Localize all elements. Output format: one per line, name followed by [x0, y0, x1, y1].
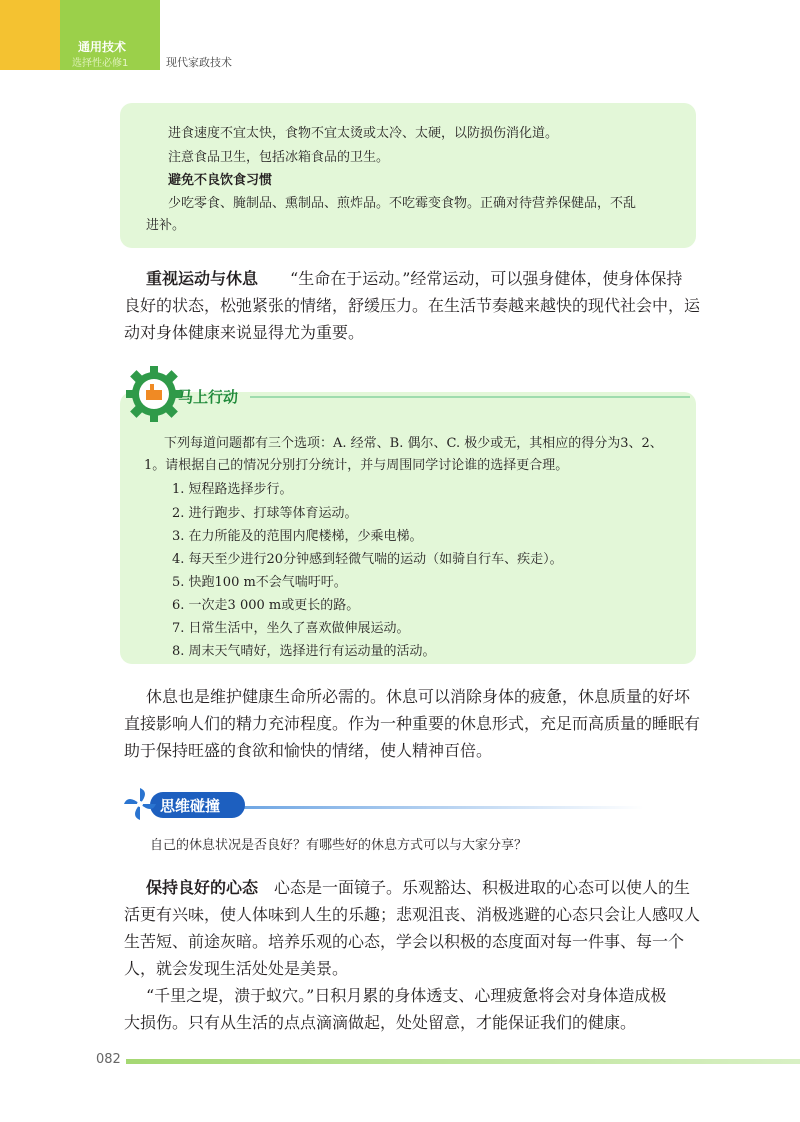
action-box	[120, 392, 696, 664]
exercise-text: “生命在于运动。”经常运动，可以强身健体，使身体保持	[290, 269, 683, 288]
diet-tip-line: 少吃零食、腌制品、熏制品、煎炸品。不吃霉变食物。正确对待营养保健品，不乱	[168, 196, 637, 211]
think-question: 自己的休息状况是否良好？有哪些好的休息方式可以与大家分享？	[150, 838, 528, 853]
exercise-text: 动对身体健康来说显得尤为重要。	[124, 323, 365, 342]
page-number: 082	[96, 1052, 121, 1067]
action-intro: 1。请根据自己的情况分别打分统计，并与周围同学讨论谁的选择更合理。	[144, 458, 569, 473]
mindset-text: 心态是一面镜子。乐观豁达、积极进取的心态可以使人的生	[274, 878, 691, 897]
diet-tip-line: 进食速度不宜太快，食物不宜太烫或太冷、太硬，以防损伤消化道。	[168, 126, 559, 141]
action-item: 3. 在力所能及的范围内爬楼梯，少乘电梯。	[172, 529, 423, 544]
action-header-rule	[250, 396, 690, 398]
mindset-paragraph	[124, 874, 706, 1036]
action-item: 4. 每天至少进行20分钟感到轻微气喘的运动（如骑自行车、疾走）。	[172, 552, 563, 567]
diet-tip-line: 进补。	[146, 218, 186, 233]
header-accent-yellow	[0, 0, 60, 70]
action-item: 6. 一次走3 000 m或更长的路。	[172, 598, 360, 613]
gear-hand-icon	[124, 364, 184, 424]
rest-text: 休息也是维护健康生命所必需的。休息可以消除身体的疲惫，休息质量的好坏	[146, 687, 691, 706]
action-item: 1. 短程路选择步行。	[172, 482, 293, 497]
diet-tips-box	[120, 103, 696, 248]
diet-subheading: 避免不良饮食习惯	[168, 173, 273, 188]
mindset-heading: 保持良好的心态	[146, 878, 259, 897]
action-title: 马上行动	[178, 388, 239, 406]
rest-paragraph	[124, 683, 706, 764]
mindset-text: 人，就会发现生活处处是美景。	[124, 959, 349, 978]
course-title: 选择性必修1	[72, 58, 129, 69]
mindset-text: 大损伤。只有从生活的点点滴滴做起，处处留意，才能保证我们的健康。	[124, 1013, 637, 1032]
action-item: 5. 快跑100 m不会气喘吁吁。	[172, 575, 347, 590]
mindset-text: 生苦短、前途灰暗。培养乐观的心态，学会以积极的态度面对每一件事、每一个	[124, 932, 685, 951]
exercise-text: 良好的状态，松弛紧张的情绪，舒缓压力。在生活节奏越来越快的现代社会中，运	[124, 296, 701, 315]
diet-tip-line: 注意食品卫生，包括冰箱食品的卫生。	[168, 150, 390, 165]
action-item: 8. 周末天气晴好，选择进行有运动量的活动。	[172, 644, 436, 659]
mindset-text: “千里之堤，溃于蚁穴。”日积月累的身体透支、心理疲惫将会对身体造成极	[146, 986, 667, 1005]
think-header-rule	[244, 806, 644, 809]
rest-text: 直接影响人们的精力充沛程度。作为一种重要的休息形式，充足而高质量的睡眠有	[124, 714, 701, 733]
think-title: 思维碰撞	[160, 797, 221, 815]
exercise-heading: 重视运动与休息	[146, 269, 259, 288]
exercise-paragraph	[124, 265, 706, 346]
footer-bar	[126, 1059, 800, 1064]
book-title: 通用技术	[78, 40, 127, 54]
chapter-title: 现代家政技术	[166, 56, 232, 69]
action-item: 7. 日常生活中，坐久了喜欢做伸展运动。	[172, 621, 410, 636]
action-intro: 下列每道问题都有三个选项：A. 经常、B. 偶尔、C. 极少或无，其相应的得分为3、2、	[164, 436, 663, 451]
pinwheel-icon	[120, 784, 160, 824]
rest-text: 助于保持旺盛的食欲和愉快的情绪，使人精神百倍。	[124, 741, 493, 760]
mindset-text: 活更有兴味，使人体味到人生的乐趣；悲观沮丧、消极逃避的心态只会让人感叹人	[124, 905, 701, 924]
action-item: 2. 进行跑步、打球等体育运动。	[172, 506, 358, 521]
